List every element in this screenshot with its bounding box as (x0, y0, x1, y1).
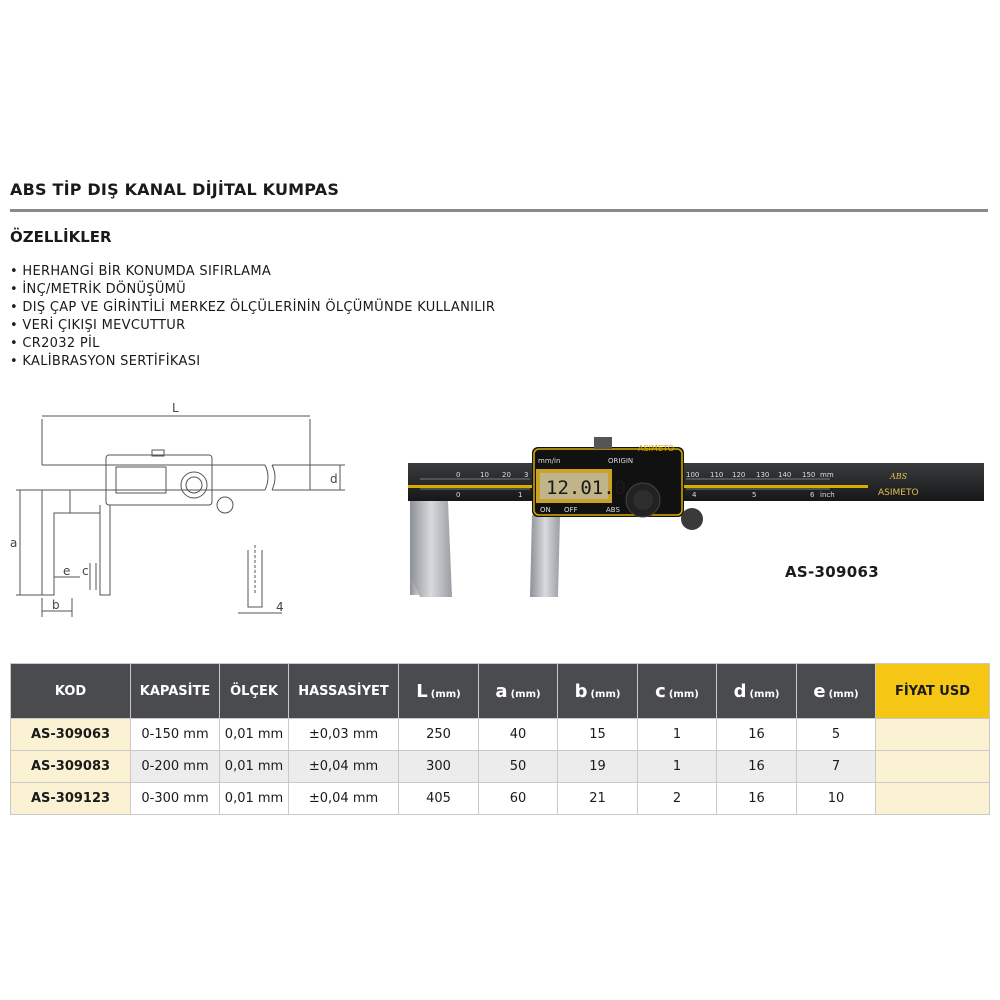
header-a: a (mm) (479, 664, 558, 719)
cell-e: 10 (797, 783, 876, 815)
unit-inch-label: inch (820, 491, 835, 499)
header-kapasite: KAPASİTE (131, 664, 220, 719)
cell-hassasiyet: ±0,03 mm (289, 719, 399, 751)
cell-fiyat (876, 719, 990, 751)
feature-item: • KALİBRASYON SERTİFİKASI (10, 353, 495, 371)
dim-d-label: d (330, 472, 338, 486)
cell-hassasiyet: ±0,04 mm (289, 751, 399, 783)
scale-top-label: 120 (732, 471, 746, 479)
table-row (11, 783, 990, 815)
scale-top-label: 3 (524, 471, 529, 479)
model-label: AS-309063 (785, 563, 879, 581)
scale-bottom-label: 1 (518, 491, 523, 499)
dim-L-label: L (172, 401, 179, 415)
cell-kapasite: 0-200 mm (131, 751, 220, 783)
cell-olcek: 0,01 mm (220, 783, 289, 815)
cell-kod: AS-309083 (11, 751, 131, 783)
feature-item: • İNÇ/METRİK DÖNÜŞÜMÜ (10, 281, 495, 299)
cell-e: 7 (797, 751, 876, 783)
scale-top-label: 130 (756, 471, 770, 479)
header-L: L (mm) (399, 664, 479, 719)
product-photo (400, 425, 990, 600)
scale-top-label: 110 (710, 471, 724, 479)
dim-a-label: a (10, 536, 18, 550)
scale-bottom-label: 0 (456, 491, 461, 499)
title-divider (10, 209, 988, 212)
scale-bottom-label: 6 (810, 491, 815, 499)
cell-L: 300 (399, 751, 479, 783)
cell-kapasite: 0-150 mm (131, 719, 220, 751)
cell-fiyat (876, 783, 990, 815)
scale-top-label: 150 (802, 471, 816, 479)
cell-d: 16 (717, 751, 797, 783)
scale-bottom-label: 5 (752, 491, 757, 499)
header-d: d (mm) (717, 664, 797, 719)
beam-brand-label: ASIMETO (878, 488, 919, 498)
feature-item: • VERİ ÇIKIŞI MEVCUTTUR (10, 317, 495, 335)
feature-item: • DIŞ ÇAP VE GİRİNTİLİ MERKEZ ÖLÇÜLERİNİN ÖLÇÜMÜNDE KULLANILIR (10, 299, 495, 317)
scale-top-label: 20 (502, 471, 511, 479)
table-header-row (11, 664, 990, 719)
dim-c-label: c (82, 564, 89, 578)
cell-L: 250 (399, 719, 479, 751)
btn-origin-label: ORIGIN (608, 457, 634, 465)
header-hassasiyet: HASSASİYET (289, 664, 399, 719)
abs-mark: ABS (890, 472, 908, 481)
header-b: b (mm) (558, 664, 638, 719)
scale-bottom-label: 4 (692, 491, 697, 499)
cell-d: 16 (717, 719, 797, 751)
scale-top-label: 0 (456, 471, 461, 479)
btn-on-label: ON (540, 506, 551, 514)
cell-c: 2 (638, 783, 717, 815)
feature-item: • CR2032 PİL (10, 335, 495, 353)
feature-item: • HERHANGİ BİR KONUMDA SIFIRLAMA (10, 263, 495, 281)
cell-olcek: 0,01 mm (220, 719, 289, 751)
lcd-readout: 12.01.0 (546, 477, 627, 499)
header-e: e (mm) (797, 664, 876, 719)
dim-4-label: 4 (276, 600, 284, 614)
cell-olcek: 0,01 mm (220, 751, 289, 783)
btn-mm-in-label: mm/in (538, 457, 561, 465)
cell-kapasite: 0-300 mm (131, 783, 220, 815)
scale-top-label: 140 (778, 471, 792, 479)
scale-top-label: 100 (686, 471, 700, 479)
features-list (10, 263, 495, 371)
cell-c: 1 (638, 751, 717, 783)
cell-c: 1 (638, 719, 717, 751)
specs-table (10, 663, 990, 815)
header-olcek: ÖLÇEK (220, 664, 289, 719)
cell-a: 50 (479, 751, 558, 783)
technical-drawing (10, 395, 350, 625)
cell-kod: AS-309063 (11, 719, 131, 751)
cell-a: 40 (479, 719, 558, 751)
cell-b: 19 (558, 751, 638, 783)
brand-label: ASIMETO (638, 444, 675, 453)
cell-b: 21 (558, 783, 638, 815)
dim-e-label: e (63, 564, 71, 578)
cell-d: 16 (717, 783, 797, 815)
header-c: c (mm) (638, 664, 717, 719)
cell-a: 60 (479, 783, 558, 815)
btn-off-label: OFF (564, 506, 578, 514)
dim-b-label: b (52, 598, 60, 612)
cell-L: 405 (399, 783, 479, 815)
cell-kod: AS-309123 (11, 783, 131, 815)
table-row (11, 751, 990, 783)
scale-top-label: 10 (480, 471, 489, 479)
unit-mm-label: mm (820, 471, 834, 479)
cell-b: 15 (558, 719, 638, 751)
features-heading: ÖZELLİKLER (10, 228, 112, 246)
table-row (11, 719, 990, 751)
cell-hassasiyet: ±0,04 mm (289, 783, 399, 815)
cell-fiyat (876, 751, 990, 783)
btn-abs-label: ABS (606, 506, 620, 514)
cell-e: 5 (797, 719, 876, 751)
header-fiyat: FİYAT USD (876, 664, 990, 719)
header-kod: KOD (11, 664, 131, 719)
page-title: ABS TİP DIŞ KANAL DİJİTAL KUMPAS (10, 180, 340, 199)
